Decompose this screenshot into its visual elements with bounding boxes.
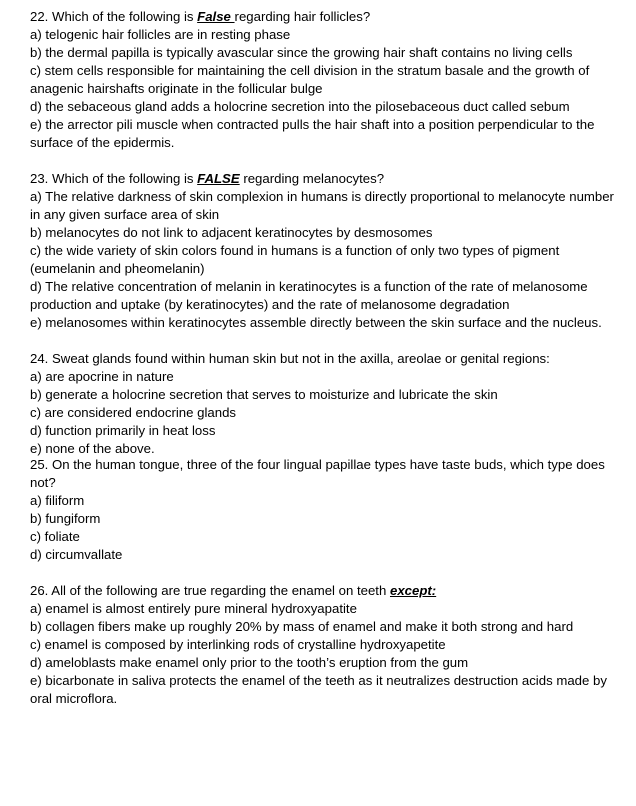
stem-text-after: regarding melanocytes?	[239, 171, 385, 186]
option-c: c) foliate	[30, 529, 80, 544]
question-23	[30, 170, 620, 332]
option-b: b) fungiform	[30, 511, 101, 526]
option-d: d) function primarily in heat loss	[30, 423, 216, 438]
question-24	[30, 350, 620, 456]
stem-text: All of the following are true regarding the enamel on teeth	[51, 583, 390, 598]
option-c: c) enamel is composed by interlinking rods of crystalline hydroxyapetite	[30, 637, 446, 652]
exam-page	[30, 8, 620, 726]
option-a: a) The relative darkness of skin complexion in humans is directly proportional to melanocyte number in any given surface area of skin	[30, 189, 614, 222]
option-d: d) ameloblasts make enamel only prior to the tooth’s eruption from the gum	[30, 655, 469, 670]
option-e: e) bicarbonate in saliva protects the enamel of the teeth as it neutralizes destruction acids made by oral microflora.	[30, 673, 607, 706]
option-c: c) stem cells responsible for maintaining the cell division in the stratum basale and the growth of anagenic hairshafts originate in the follicular bulge	[30, 63, 590, 96]
question-stem	[30, 8, 620, 26]
question-number: 23.	[30, 171, 49, 186]
question-stem	[30, 170, 620, 188]
option-c: c) are considered endocrine glands	[30, 405, 236, 420]
question-number: 26.	[30, 583, 49, 598]
question-stem	[30, 456, 620, 492]
option-b: b) melanocytes do not link to adjacent keratinocytes by desmosomes	[30, 225, 433, 240]
stem-text-after: regarding hair follicles?	[234, 9, 371, 24]
question-number: 25.	[30, 457, 49, 472]
question-26	[30, 582, 620, 708]
option-e: e) none of the above.	[30, 441, 155, 456]
stem-text: Sweat glands found within human skin but not in the axilla, areolae or genital regions:	[52, 351, 550, 366]
question-25	[30, 456, 620, 564]
option-e: e) the arrector pili muscle when contracted pulls the hair shaft into a position perpendicular to the surface of the epidermis.	[30, 117, 595, 150]
question-number: 22.	[30, 9, 49, 24]
question-22	[30, 8, 620, 152]
option-d: d) The relative concentration of melanin in keratinocytes is a function of the rate of melanosome production and uptake (by keratinocytes) and the rate of melanosome degradation	[30, 279, 588, 312]
stem-text: On the human tongue, three of the four lingual papillae types have taste buds, which type does not?	[30, 457, 605, 490]
option-b: b) the dermal papilla is typically avascular since the growing hair shaft contains no living cells	[30, 45, 573, 60]
stem-keyword: False	[197, 9, 235, 24]
question-number: 24.	[30, 351, 49, 366]
option-b: b) collagen fibers make up roughly 20% by mass of enamel and make it both strong and hard	[30, 619, 574, 634]
stem-text: Which of the following is	[52, 9, 198, 24]
stem-keyword: except:	[389, 583, 437, 598]
option-c: c) the wide variety of skin colors found in humans is a function of only two types of pigment (eumelanin and pheomelanin)	[30, 243, 560, 276]
option-d: d) circumvallate	[30, 547, 123, 562]
option-a: a) are apocrine in nature	[30, 369, 174, 384]
stem-keyword: FALSE	[197, 171, 240, 186]
stem-text: Which of the following is	[52, 171, 198, 186]
option-a: a) telogenic hair follicles are in resting phase	[30, 27, 291, 42]
option-e: e) melanosomes within keratinocytes assemble directly between the skin surface and the nucleus.	[30, 315, 602, 330]
question-stem	[30, 582, 620, 600]
option-a: a) filiform	[30, 493, 85, 508]
option-b: b) generate a holocrine secretion that serves to moisturize and lubricate the skin	[30, 387, 498, 402]
option-d: d) the sebaceous gland adds a holocrine secretion into the pilosebaceous duct called sebum	[30, 99, 570, 114]
option-a: a) enamel is almost entirely pure mineral hydroxyapatite	[30, 601, 357, 616]
question-stem	[30, 350, 620, 368]
